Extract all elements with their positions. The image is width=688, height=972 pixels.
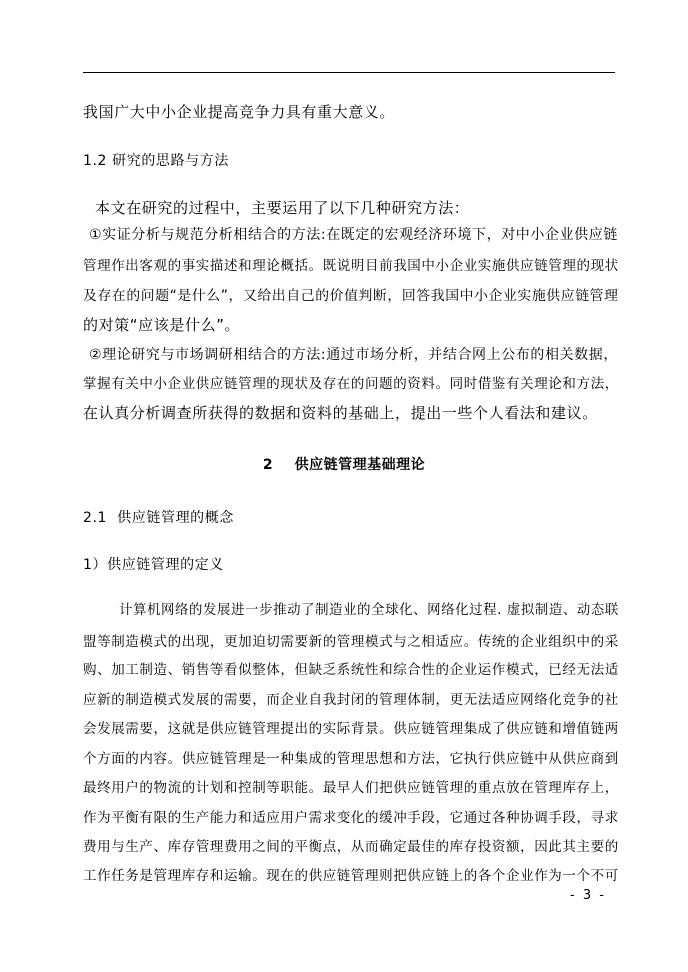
paragraph-line: 的对策“应该是什么”。	[83, 316, 241, 334]
header-rule	[83, 72, 615, 73]
paragraph-line: 本文在研究的过程中，主要运用了以下几种研究方法：	[95, 199, 470, 217]
paragraph-line: 在认真分析调查所获得的数据和资料的基础上，提出一些个人看法和建议。	[83, 404, 598, 422]
paragraph-line: 购、加工制造、销售等看似整体，但缺乏系统性和综合性的企业运作模式，已经无法适	[83, 662, 619, 678]
paragraph-line: 应新的制造模式发展的需要，而企业自我封闭的管理体制，更无法适应网络化竞争的社	[83, 692, 619, 708]
subsection-heading-1: 1）供应链管理的定义	[83, 557, 224, 573]
paragraph-line: 掌握有关中小企业供应链管理的现状及存在的问题的资料。同时借鉴有关理论和方法，	[83, 376, 619, 392]
paragraph-line: 我国广大中小企业提高竞争力具有重大意义。	[83, 103, 396, 121]
paragraph-line: 作为平衡有限的生产能力和适应用户需求变化的缓冲手段，它通过各种协调手段，寻求	[83, 810, 619, 826]
section-heading-1-2: 1.2 研究的思路与方法	[83, 153, 229, 169]
paragraph-line: ①实证分析与规范分析相结合的方法:在既定的宏观经济环境下，对中小企业供应链	[89, 227, 618, 243]
paragraph-line: 计算机网络的发展进一步推动了制造业的全球化、网络化过程. 虚拟制造、动态联	[119, 603, 619, 618]
paragraph-line: 个方面的内容。供应链管理是一种集成的管理思想和方法，它执行供应链中从供应商到	[83, 751, 619, 767]
page-number: - 3 -	[570, 888, 606, 903]
paragraph-line: 费用与生产、库存管理费用之间的平衡点，从而确定最佳的库存投资额，因此其主要的	[83, 839, 619, 855]
paragraph-line: 及存在的问题“是什么”，又给出自己的价值判断，回答我国中小企业实施供应链管理	[83, 288, 619, 304]
paragraph-line: 会发展需要，这就是供应链管理提出的实际背景。供应链管理集成了供应链和增值链两	[83, 721, 619, 737]
paragraph-line: 工作任务是管理库存和运输。现在的供应链管理则把供应链上的各个企业作为一个不可	[83, 868, 619, 884]
chapter-heading-2: 2 供应链管理基础理论	[262, 457, 426, 473]
paragraph-line: ②理论研究与市场调研相结合的方法:通过市场分析，并结合网上公布的相关数据，	[89, 347, 618, 363]
paragraph-line: 最终用户的物流的计划和控制等职能。最早人们把供应链管理的重点放在管理库存上，	[83, 780, 619, 796]
paragraph-line: 盟等制造模式的出现，更加迫切需要新的管理模式与之相适应。传统的企业组织中的采	[83, 634, 619, 650]
section-heading-2-1: 2.1 供应链管理的概念	[83, 510, 234, 526]
paragraph-line: 管理作出客观的事实描述和理论概括。既说明目前我国中小企业实施供应链管理的现状	[83, 258, 619, 274]
